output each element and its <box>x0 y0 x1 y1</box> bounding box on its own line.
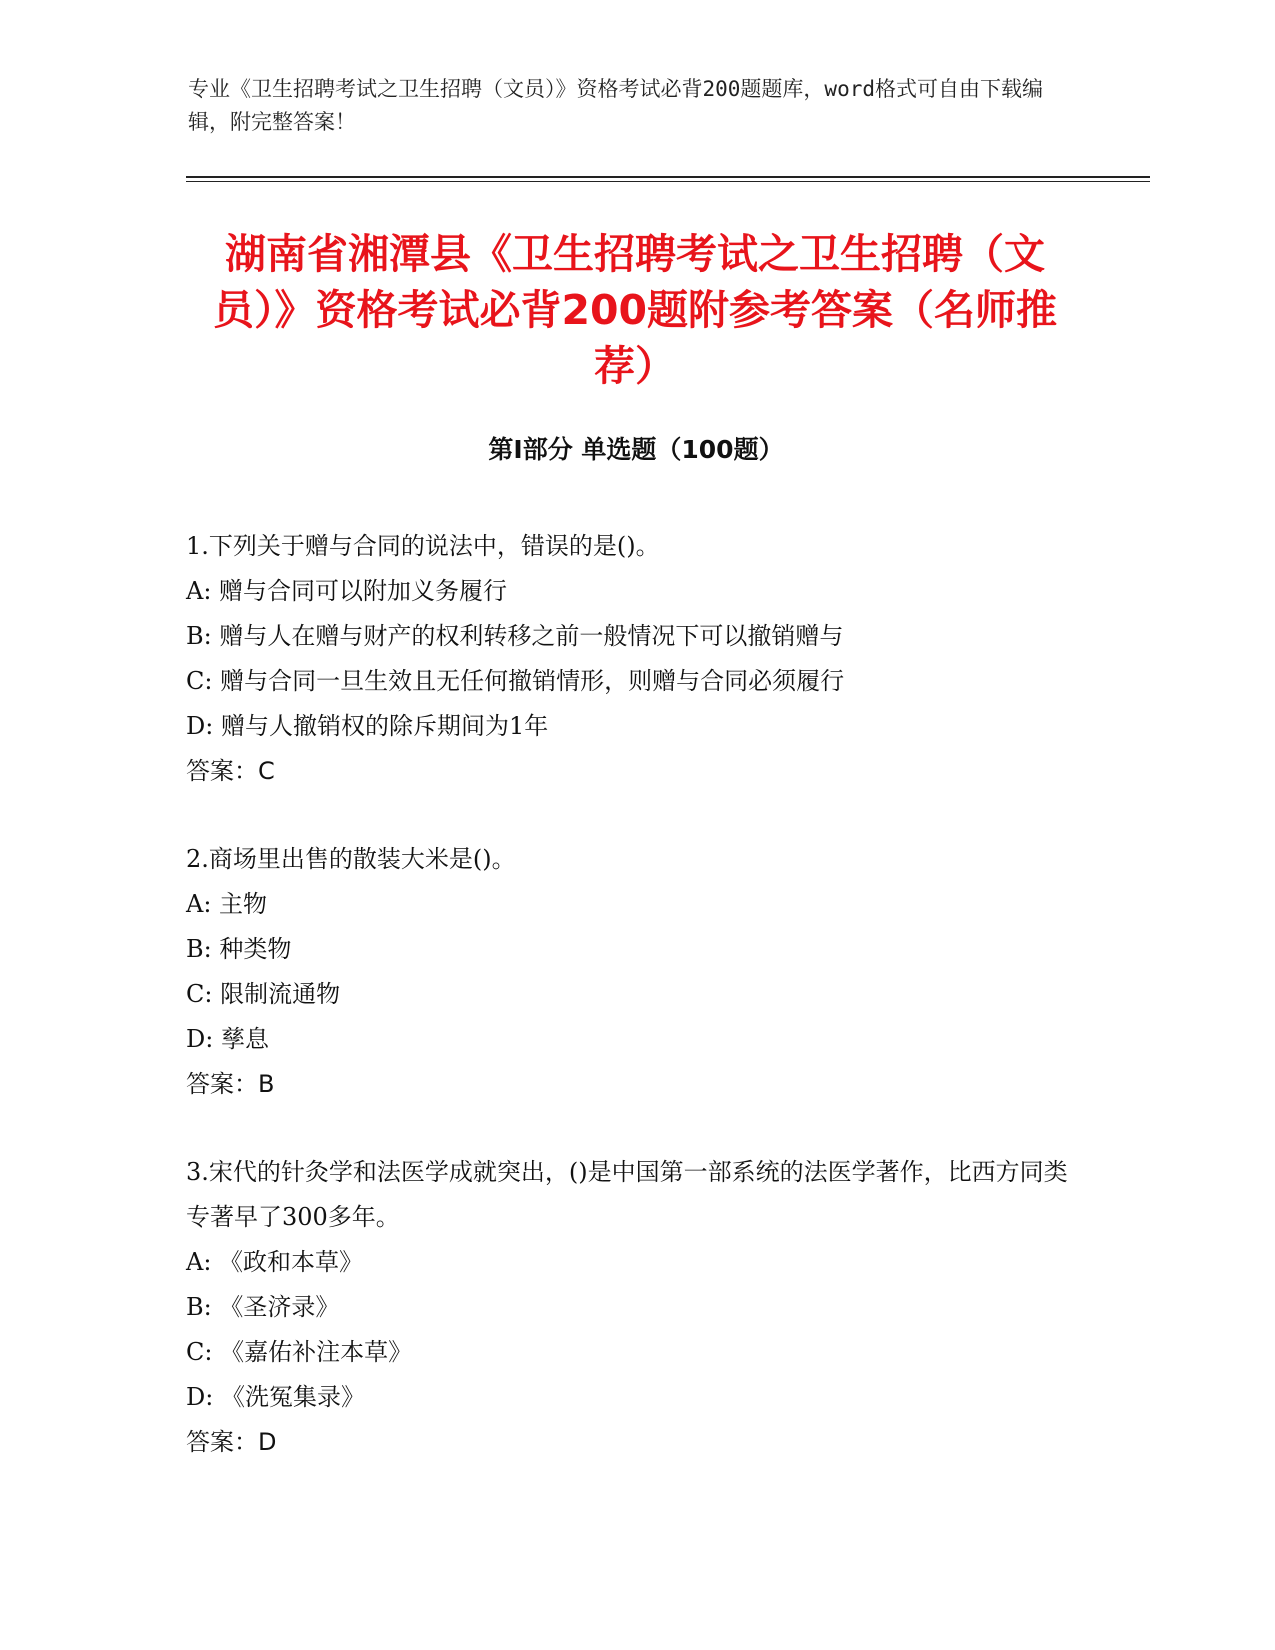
header-divider-thick <box>186 176 1150 178</box>
answer: 答案：B <box>186 1070 275 1098</box>
answer: 答案：D <box>186 1428 277 1456</box>
option-a: A: 主物 <box>186 890 268 918</box>
option-c: C: 《嘉佑补注本草》 <box>186 1338 413 1366</box>
question-2 <box>186 837 1086 1107</box>
header-note: 专业《卫生招聘考试之卫生招聘（文员）》资格考试必背200题题库，word格式可自由下载编辑，附完整答案！ <box>188 77 1043 134</box>
option-a: A: 《政和本草》 <box>186 1248 364 1276</box>
document-title: 湖南省湘潭县《卫生招聘考试之卫生招聘（文员）》资格考试必背200题附参考答案（名师推荐） <box>212 230 1058 390</box>
section-title: 第Ⅰ部分 单选题（100题） <box>488 435 784 464</box>
answer: 答案：C <box>186 757 275 785</box>
option-d: D: 《洗冤集录》 <box>186 1383 365 1411</box>
option-a: A: 赠与合同可以附加义务履行 <box>186 577 508 605</box>
option-c: C: 限制流通物 <box>186 980 341 1008</box>
header-divider-thin <box>186 181 1150 182</box>
question-stem: 2.商场里出售的散装大米是()。 <box>186 845 516 873</box>
option-d: D: 孳息 <box>186 1025 269 1053</box>
option-b: B: 赠与人在赠与财产的权利转移之前一般情况下可以撤销赠与 <box>186 622 844 650</box>
option-b: B: 种类物 <box>186 935 292 963</box>
question-stem: 3.宋代的针灸学和法医学成就突出，()是中国第一部系统的法医学著作，比西方同类专著早了300多年。 <box>186 1158 1068 1231</box>
question-stem: 1.下列关于赠与合同的说法中，错误的是()。 <box>186 532 660 560</box>
option-d: D: 赠与人撤销权的除斥期间为1年 <box>186 712 549 740</box>
question-3 <box>186 1150 1086 1465</box>
option-c: C: 赠与合同一旦生效且无任何撤销情形，则赠与合同必须履行 <box>186 667 845 695</box>
option-b: B: 《圣济录》 <box>186 1293 340 1321</box>
question-1 <box>186 524 1086 794</box>
question-list <box>186 524 1086 1508</box>
